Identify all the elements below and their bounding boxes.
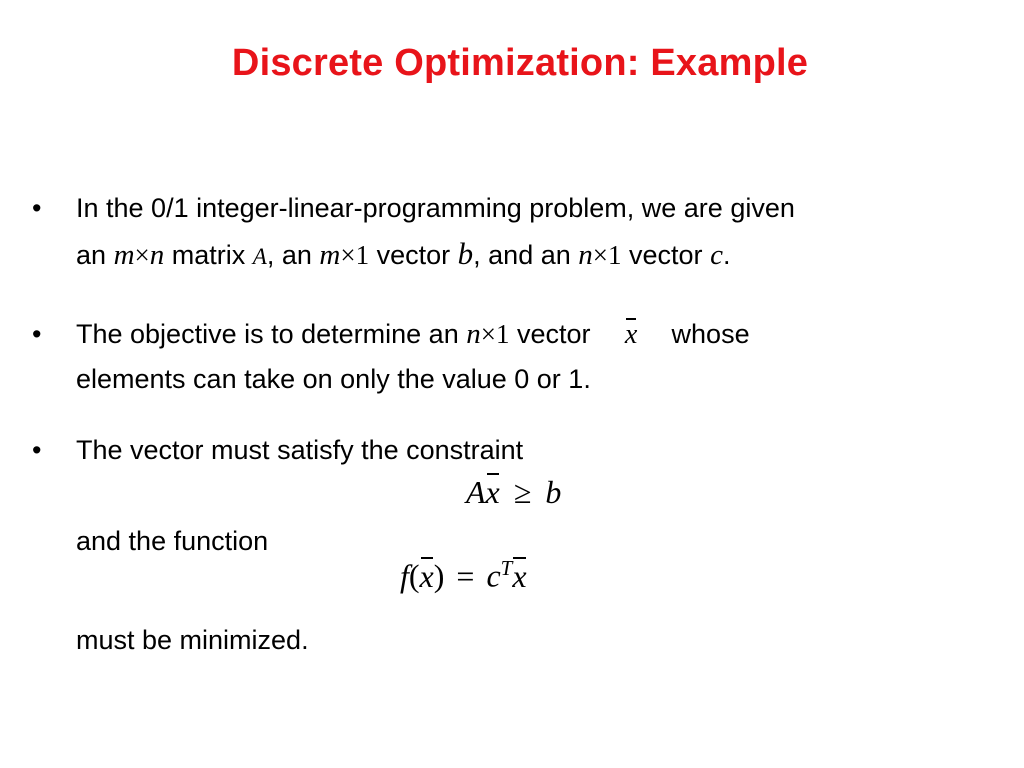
objective-function (400, 556, 527, 595)
math-m2: m (319, 239, 341, 271)
bullet-dot: • (32, 193, 42, 223)
bullet-2 (32, 312, 750, 402)
math-times: × (480, 319, 496, 349)
eq-A: A (466, 474, 486, 510)
eq-geq: ≥ (513, 474, 532, 510)
math-one: 1 (495, 319, 510, 349)
fn-x-bar: x (419, 557, 434, 594)
bullet-1-text-b: an (76, 240, 107, 270)
bullet-2-line-2 (76, 357, 750, 402)
and-the-function-text: and the function (76, 526, 269, 556)
math-m: m (113, 239, 135, 271)
bullet-3 (32, 428, 524, 473)
eq-b: b (545, 474, 562, 510)
math-n: n (149, 239, 165, 271)
must-be-minimized-text: must be minimized. (76, 625, 309, 655)
fn-transpose: T (500, 556, 513, 580)
bullet-3-line-1 (76, 428, 523, 473)
bullet-1-text-a: In the 0/1 integer-linear-programming problem, we are given (76, 193, 795, 223)
bullet-2-text-c: whose (671, 319, 750, 349)
slide-title: Discrete Optimization: Example (231, 42, 809, 84)
math-c: c (710, 239, 723, 271)
fn-equals: = (456, 557, 475, 594)
bullet-1-text-f: , and an (473, 240, 571, 270)
bullet-2-line-1 (76, 312, 750, 357)
fn-c: c (486, 557, 501, 594)
bullet-3-text-a: The vector must satisfy the constraint (76, 435, 524, 465)
math-times: × (134, 240, 150, 270)
bullet-1-text-h: . (722, 240, 731, 270)
bullet-1-text-d: , an (266, 240, 312, 270)
bullet-dot: • (32, 435, 42, 465)
math-b: b (457, 236, 474, 271)
math-one: 1 (355, 240, 370, 270)
bullet-1-text-c: matrix (171, 240, 246, 270)
constraint-equation (466, 474, 561, 511)
bullet-1-line-1 (76, 186, 795, 231)
fn-rparen: ) (433, 557, 445, 594)
fn-f: f (400, 557, 409, 594)
bullet-1-text-e: vector (376, 240, 451, 270)
bullet-2-text-b: vector (516, 319, 591, 349)
math-n2: n (578, 239, 593, 271)
fn-lparen: ( (408, 557, 420, 594)
bullet-2-text-d: elements can take on only the value 0 or 1. (76, 364, 591, 394)
fn-x-bar-2: x (512, 557, 527, 594)
bullet-1-text-g: vector (629, 240, 703, 270)
math-x-bar: x (624, 319, 638, 350)
bullet-1-line-2 (76, 231, 795, 279)
bullet-dot: • (32, 319, 42, 349)
eq-x-bar: x (485, 474, 500, 510)
math-n: n (466, 318, 481, 350)
math-times3: × (592, 240, 608, 270)
math-A: A (252, 244, 267, 269)
math-times2: × (340, 240, 356, 270)
bullet-2-text-a: The objective is to determine an (76, 319, 459, 349)
math-one2: 1 (608, 240, 622, 270)
bullet-1 (32, 186, 795, 279)
x-bar-vector (598, 312, 664, 357)
